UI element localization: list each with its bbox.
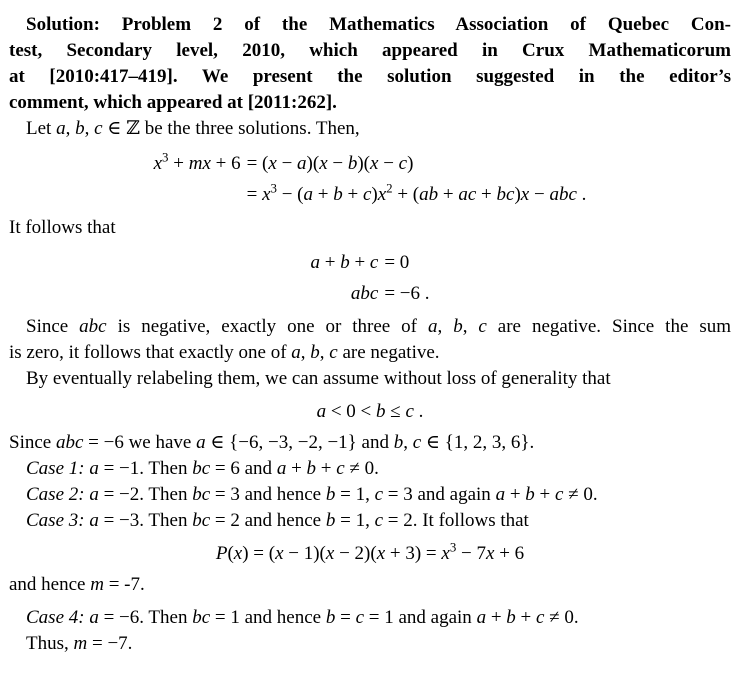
- text-run: x: [153, 153, 163, 174]
- text-run: a: [276, 458, 287, 479]
- text-run: +: [486, 607, 507, 628]
- text-line: [9, 631, 731, 657]
- text-run: ) = (: [242, 543, 276, 564]
- text-run: c: [374, 484, 384, 505]
- text-run: < 0 <: [326, 401, 377, 422]
- text-run: b: [525, 484, 535, 505]
- display-equation-cubic-expansion: [154, 148, 587, 210]
- text-run: +: [316, 458, 337, 479]
- text-run: comment, which appeared at [2011:262].: [9, 92, 337, 113]
- text-run: x: [319, 153, 328, 174]
- text-run: − 1)(: [283, 543, 326, 564]
- text-line: [9, 215, 731, 241]
- text-run: −: [327, 153, 348, 174]
- text-run: ,: [319, 342, 330, 363]
- text-run: + 6: [494, 543, 525, 564]
- text-run: b: [376, 401, 386, 422]
- text-run: a: [297, 153, 307, 174]
- final-answer-paragraph: [9, 631, 731, 657]
- text-run: ,: [84, 118, 95, 139]
- candidate-values-paragraph: [9, 430, 731, 456]
- text-line: [9, 116, 731, 142]
- text-run: +: [438, 184, 459, 205]
- text-run: a: [56, 118, 66, 139]
- text-run: +: [534, 484, 555, 505]
- text-run: b: [306, 458, 317, 479]
- text-run: ,: [462, 316, 479, 337]
- case-1-paragraph: [9, 456, 731, 482]
- text-run: +: [313, 184, 334, 205]
- text-run: Case 2:: [26, 484, 85, 505]
- text-run: mx: [188, 153, 211, 174]
- text-run: Thus,: [26, 633, 74, 654]
- text-run: P: [215, 543, 228, 564]
- text-run: ≠ 0.: [544, 607, 579, 628]
- text-run: By eventually relabeling them, we can assume without loss of generality that: [26, 368, 611, 389]
- it-follows-paragraph: [9, 215, 731, 241]
- text-run: ∈ ℤ be the three solutions. Then,: [102, 118, 360, 139]
- text-run: c: [374, 510, 384, 531]
- equation-row: [310, 247, 429, 278]
- text-run: = 6 and: [210, 458, 277, 479]
- text-run: b: [75, 118, 85, 139]
- text-run: m: [90, 574, 104, 595]
- text-run: +: [505, 484, 526, 505]
- text-run: ): [514, 184, 521, 205]
- text-run: +: [342, 184, 363, 205]
- equation-cell: [241, 148, 587, 179]
- text-run: )(: [357, 153, 371, 174]
- text-run: b: [453, 316, 463, 337]
- text-run: = −7.: [87, 633, 133, 654]
- text-run: ≤: [385, 401, 406, 422]
- text-run: −: [378, 153, 399, 174]
- text-run: abc: [79, 316, 107, 337]
- text-run: abc: [55, 432, 84, 453]
- equation-cell: [310, 247, 378, 278]
- text-run: − 7: [456, 543, 487, 564]
- text-run: c: [405, 401, 414, 422]
- superscript: 2: [386, 180, 393, 196]
- case-4-paragraph: [9, 605, 731, 631]
- text-run: −: [276, 153, 298, 174]
- text-run: ,: [403, 432, 413, 453]
- text-run: .: [413, 401, 424, 422]
- text-run: c: [398, 153, 408, 174]
- text-run: x: [233, 543, 243, 564]
- text-run: b: [506, 607, 516, 628]
- text-run: Since: [26, 316, 80, 337]
- text-run: bc: [192, 484, 211, 505]
- text-run: − 2)(: [334, 543, 377, 564]
- text-run: = 3 and again: [383, 484, 496, 505]
- text-line: [9, 366, 731, 392]
- text-run: = 1,: [335, 510, 375, 531]
- text-line: [9, 430, 731, 456]
- display-equation-polynomial: [9, 539, 731, 568]
- text-run: ab: [419, 184, 439, 205]
- relabeling-paragraph: [9, 366, 731, 392]
- text-run: ≠ 0.: [344, 458, 379, 479]
- text-run: = −6 we have: [83, 432, 197, 453]
- text-line: [9, 572, 731, 598]
- text-run: c: [369, 252, 379, 273]
- text-run: a: [476, 607, 487, 628]
- text-run: a: [291, 342, 301, 363]
- text-run: m: [73, 633, 88, 654]
- text-line: [9, 12, 731, 38]
- text-run: c: [355, 607, 365, 628]
- text-run: = −3. Then: [98, 510, 193, 531]
- text-run: = −6. Then: [98, 607, 193, 628]
- text-run: x: [325, 543, 335, 564]
- superscript: 3: [162, 149, 169, 165]
- text-run: .: [576, 184, 587, 205]
- text-run: ∈ {1, 2, 3, 6}.: [421, 432, 535, 453]
- text-run: x: [275, 543, 284, 564]
- text-run: x: [486, 543, 495, 564]
- text-run: b: [340, 252, 350, 273]
- text-run: = 1 and hence: [210, 607, 326, 628]
- text-run: Since: [9, 432, 56, 453]
- text-run: x: [268, 153, 277, 174]
- text-run: a: [427, 316, 438, 337]
- text-run: Case 4:: [26, 607, 85, 628]
- text-run: = −1. Then: [98, 458, 193, 479]
- text-run: +: [476, 184, 497, 205]
- equation-row: [154, 148, 587, 179]
- text-run: ): [407, 153, 414, 174]
- text-run: are negative.: [337, 342, 440, 363]
- text-run: b: [393, 432, 404, 453]
- text-run: Case 1:: [26, 458, 85, 479]
- equation-cell: [154, 148, 241, 179]
- text-run: b: [310, 342, 320, 363]
- text-run: ): [371, 184, 378, 205]
- text-run: c: [536, 607, 545, 628]
- text-run: a: [89, 458, 99, 479]
- text-run: + (: [392, 184, 420, 205]
- text-run: bc: [192, 458, 211, 479]
- equation-row: [310, 278, 429, 309]
- text-run: b: [325, 510, 336, 531]
- text-run: = −6 .: [384, 283, 430, 304]
- text-run: a: [310, 252, 320, 273]
- text-run: a: [89, 484, 99, 505]
- solution-paragraph: [9, 12, 731, 116]
- display-equation-ordering: [9, 397, 731, 426]
- text-run: x: [520, 184, 530, 205]
- text-run: c: [329, 342, 338, 363]
- text-run: −: [529, 184, 550, 205]
- text-run: ,: [437, 316, 454, 337]
- text-run: = −2. Then: [98, 484, 193, 505]
- text-run: − (: [276, 184, 304, 205]
- text-run: +: [286, 458, 307, 479]
- text-run: =: [335, 607, 356, 628]
- text-run: a: [495, 484, 506, 505]
- text-line: [9, 90, 731, 116]
- text-run: bc: [192, 607, 211, 628]
- text-run: c: [94, 118, 103, 139]
- sign-analysis-paragraph: [9, 314, 731, 366]
- text-run: ac: [458, 184, 477, 205]
- text-run: and hence: [9, 574, 91, 595]
- text-line: [9, 456, 731, 482]
- equation-cell: [378, 278, 429, 309]
- text-line: [9, 605, 731, 631]
- display-equation-vieta: [310, 247, 429, 309]
- superscript: 3: [449, 539, 457, 555]
- text-run: =: [246, 184, 263, 205]
- text-run: ,: [65, 118, 76, 139]
- text-run: + 3) =: [385, 543, 442, 564]
- text-run: ∈ {−6, −3, −2, −1} and: [205, 432, 394, 453]
- text-run: = 2. It follows that: [383, 510, 529, 531]
- text-run: ,: [300, 342, 311, 363]
- text-run: a: [303, 184, 313, 205]
- equation-cell: [378, 247, 429, 278]
- text-run: +: [515, 607, 536, 628]
- text-run: bc: [192, 510, 211, 531]
- text-run: test, Secondary level, 2010, which appeared in Crux Mathematicorum: [9, 40, 731, 61]
- text-run: b: [347, 153, 358, 174]
- text-run: abc: [549, 184, 577, 205]
- text-run: b: [325, 607, 336, 628]
- text-line: [9, 482, 731, 508]
- equation-cell: [154, 179, 241, 210]
- text-run: a: [196, 432, 206, 453]
- text-run: (: [227, 543, 234, 564]
- text-run: c: [336, 458, 345, 479]
- text-line: [9, 38, 731, 64]
- case-3-paragraph: [9, 508, 731, 534]
- text-run: a: [316, 401, 327, 422]
- case-2-paragraph: [9, 482, 731, 508]
- superscript: 3: [270, 180, 277, 196]
- equation-cell: [310, 278, 378, 309]
- text-run: x: [370, 153, 379, 174]
- text-run: = 3 and hence: [210, 484, 326, 505]
- text-run: = -7.: [103, 574, 145, 595]
- text-run: bc: [496, 184, 515, 205]
- text-run: c: [412, 432, 422, 453]
- text-run: ≠ 0.: [563, 484, 598, 505]
- text-run: b: [325, 484, 336, 505]
- text-run: b: [333, 184, 343, 205]
- text-run: = 2 and hence: [210, 510, 326, 531]
- text-run: at [2010:417–419]. We present the solution suggested in the editor’s: [9, 66, 731, 87]
- equation-cell: [241, 179, 587, 210]
- text-run: c: [478, 316, 487, 337]
- text-run: is negative, exactly one or three of: [106, 316, 428, 337]
- text-run: = 1,: [335, 484, 375, 505]
- text-run: + 6: [210, 153, 241, 174]
- text-run: a: [89, 607, 99, 628]
- text-run: It follows that: [9, 217, 116, 238]
- conclusion-m-paragraph: [9, 572, 731, 598]
- text-run: are negative. Since the sum: [486, 316, 732, 337]
- text-run: is zero, it follows that exactly one of: [9, 342, 292, 363]
- text-run: c: [362, 184, 372, 205]
- text-line: [9, 340, 731, 366]
- text-line: [9, 64, 731, 90]
- text-run: x: [262, 184, 271, 205]
- text-run: +: [349, 252, 370, 273]
- text-run: = 1 and again: [364, 607, 477, 628]
- text-run: x: [377, 184, 387, 205]
- text-run: Solution: Problem 2 of the Mathematics Association of Quebec Con-: [26, 14, 731, 35]
- equation-row: [154, 179, 587, 210]
- text-run: +: [168, 153, 189, 174]
- text-run: a: [89, 510, 99, 531]
- text-line: [9, 314, 731, 340]
- text-run: Case 3:: [26, 510, 85, 531]
- text-run: Let: [26, 118, 57, 139]
- text-line: [9, 508, 731, 534]
- text-run: = 0: [384, 252, 410, 273]
- text-run: = (: [246, 153, 269, 174]
- setup-paragraph: [9, 116, 731, 142]
- text-run: +: [319, 252, 341, 273]
- text-run: )(: [306, 153, 320, 174]
- text-run: x: [376, 543, 386, 564]
- text-run: x: [441, 543, 450, 564]
- text-run: abc: [350, 283, 379, 304]
- text-run: c: [555, 484, 564, 505]
